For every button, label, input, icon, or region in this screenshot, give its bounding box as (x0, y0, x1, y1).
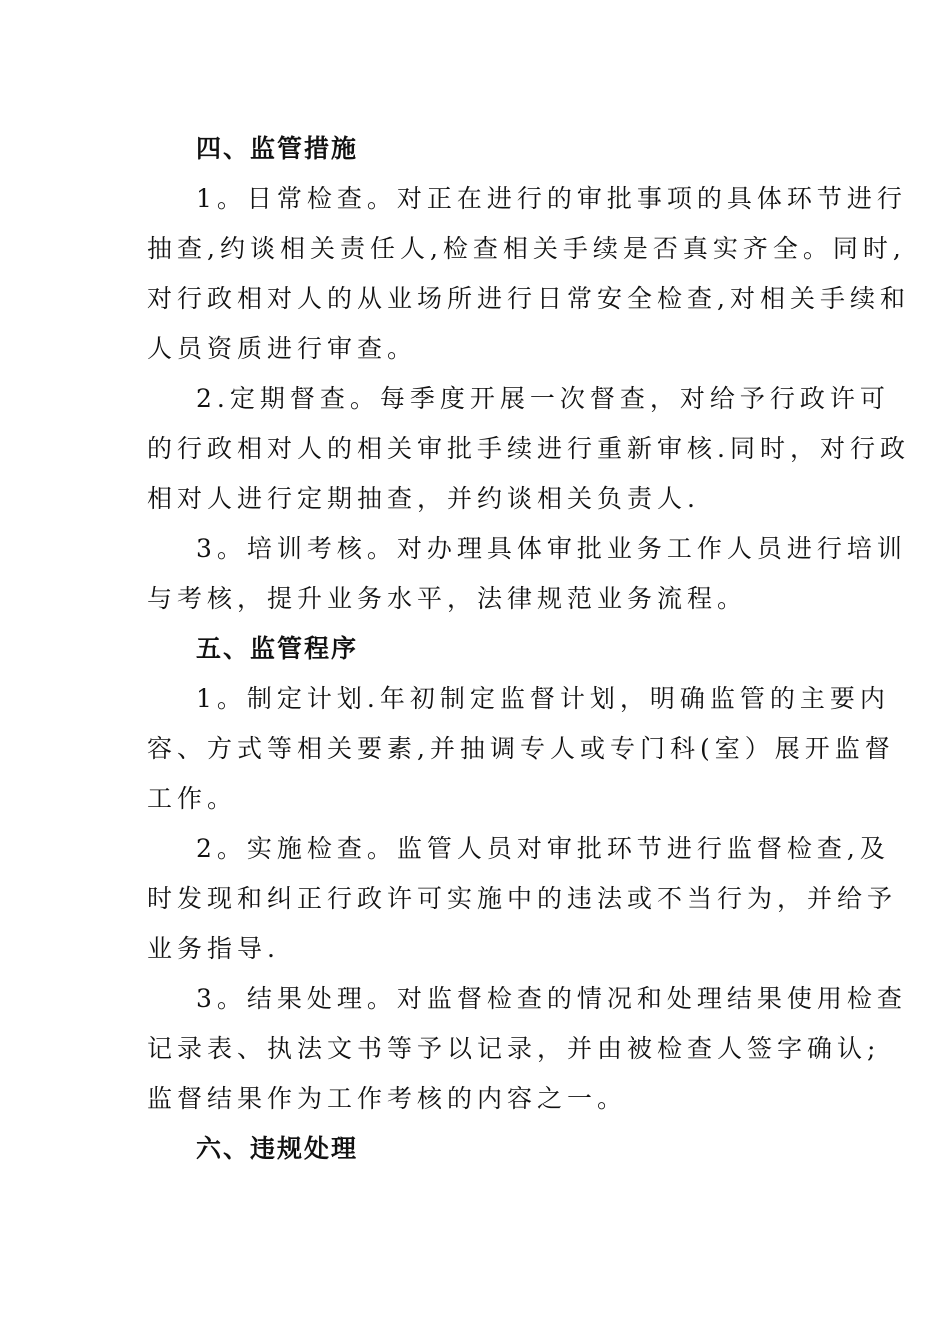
paragraph-line: 监督结果作为工作考核的内容之一。 (147, 1084, 628, 1113)
paragraph-line: 与考核，提升业务水平，法律规范业务流程。 (147, 584, 748, 613)
paragraph-line: 对行政相对人的从业场所进行日常安全检查,对相关手续和 (147, 284, 910, 313)
paragraph-line: 1。制定计划.年初制定监督计划，明确监管的主要内 (196, 684, 890, 713)
section-heading-violation-handling: 六、违规处理 (196, 1134, 359, 1163)
paragraph-line: 的行政相对人的相关审批手续进行重新审核.同时，对行政 (147, 434, 910, 463)
paragraph-line: 容、方式等相关要素,并抽调专人或专门科(室）展开监督 (147, 734, 895, 763)
paragraph-line: 2。实施检查。监管人员对审批环节进行监督检查,及 (196, 834, 890, 863)
paragraph-line: 2.定期督查。每季度开展一次督查，对给予行政许可 (196, 384, 890, 413)
paragraph-line: 业务指导. (147, 934, 280, 963)
paragraph-line: 记录表、执法文书等予以记录，并由被检查人签字确认; (147, 1034, 881, 1063)
paragraph-line: 3。培训考核。对办理具体审批业务工作人员进行培训 (196, 534, 907, 563)
paragraph-line: 工作。 (147, 784, 238, 813)
section-heading-supervision-measures: 四、监管措施 (196, 134, 359, 163)
section-heading-supervision-procedure: 五、监管程序 (196, 634, 359, 663)
paragraph-line: 相对人进行定期抽查，并约谈相关负责人. (147, 484, 700, 513)
paragraph-line: 3。结果处理。对监督检查的情况和处理结果使用检查 (196, 984, 907, 1013)
paragraph-line: 1。日常检查。对正在进行的审批事项的具体环节进行 (196, 184, 907, 213)
paragraph-line: 时发现和纠正行政许可实施中的违法或不当行为，并给予 (147, 884, 898, 913)
paragraph-line: 抽查,约谈相关责任人,检查相关手续是否真实齐全。同时, (147, 234, 906, 263)
paragraph-line: 人员资质进行审查。 (147, 334, 418, 363)
